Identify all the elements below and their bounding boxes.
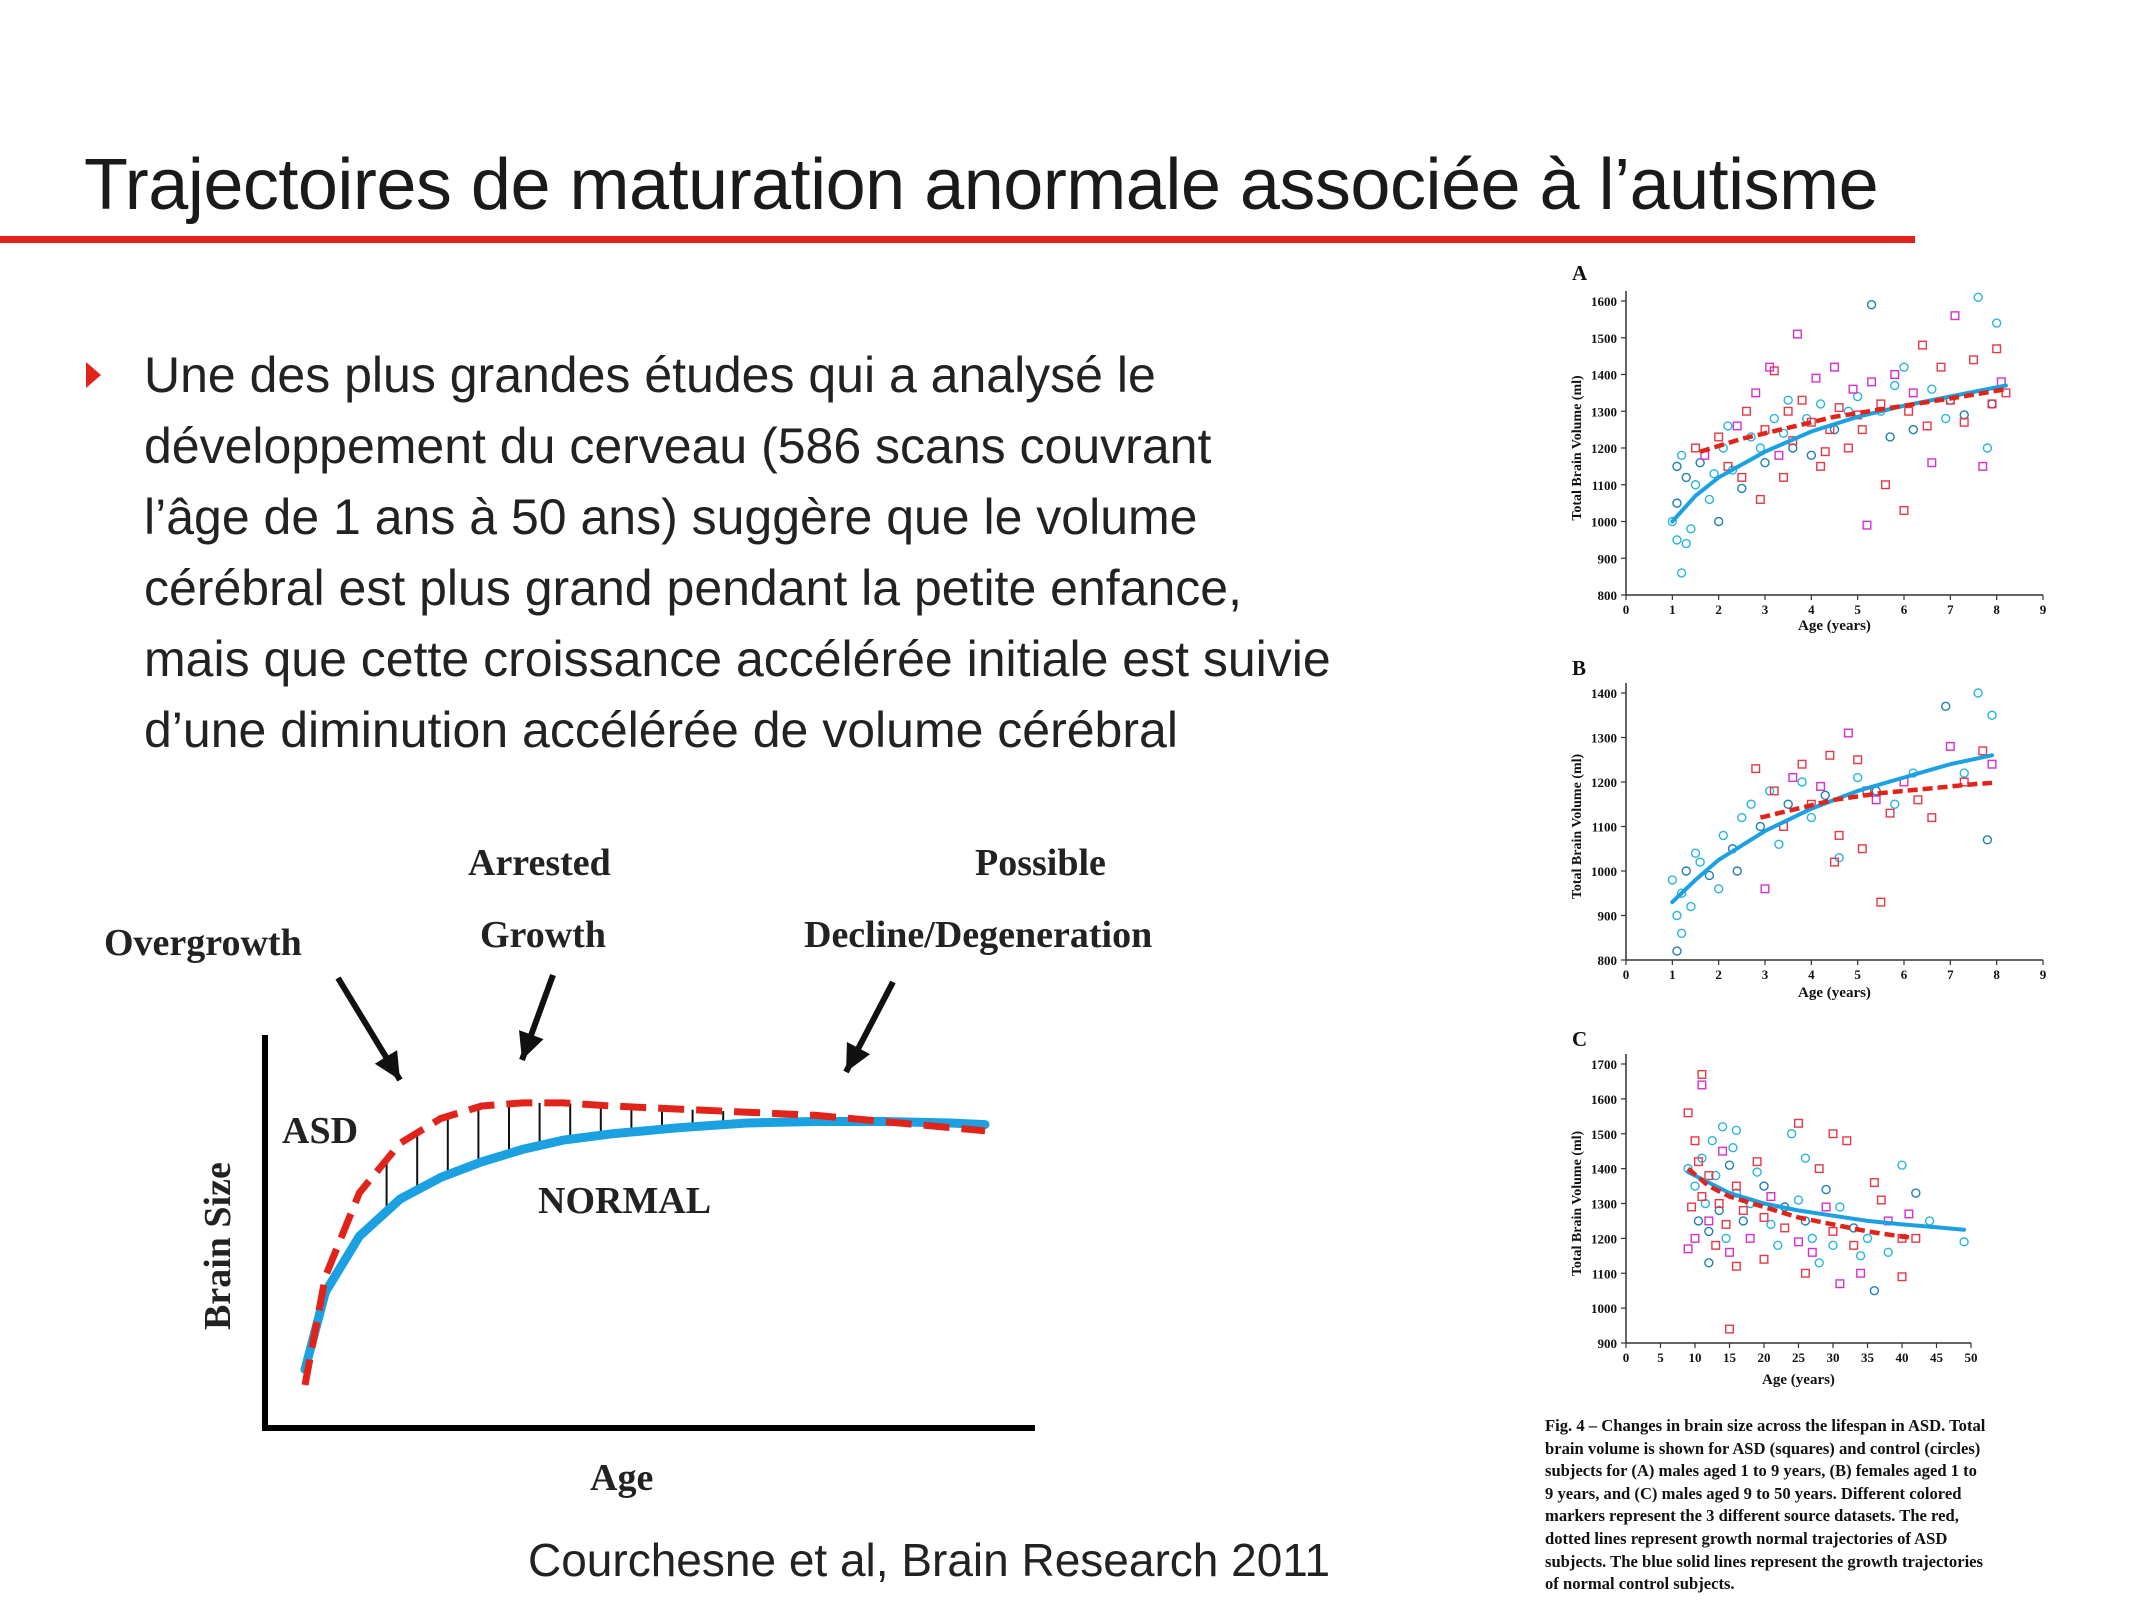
x-tick-label: 8 xyxy=(1993,602,2000,617)
control-point xyxy=(1821,791,1829,799)
control-point xyxy=(1960,411,1968,419)
control-point xyxy=(1868,301,1876,309)
control-point xyxy=(1774,1241,1782,1249)
caption-line: dotted lines represent growth normal trajectories of ASD xyxy=(1545,1528,1948,1548)
asd-point xyxy=(1733,1262,1741,1270)
control-point xyxy=(1691,1182,1699,1190)
asd-point xyxy=(1812,374,1820,382)
x-tick-label: 50 xyxy=(1964,1350,1978,1365)
asd-point xyxy=(1871,1179,1879,1187)
y-tick-label: 1700 xyxy=(1591,1057,1617,1072)
control-point xyxy=(1694,1217,1702,1225)
x-tick-label: 45 xyxy=(1930,1350,1943,1365)
asd-point xyxy=(1826,752,1834,760)
y-tick-label: 1600 xyxy=(1591,1091,1617,1107)
asd-point xyxy=(1831,363,1839,371)
x-tick-label: 10 xyxy=(1688,1350,1702,1365)
asd-point xyxy=(1691,1137,1699,1145)
x-tick-label: 7 xyxy=(1947,602,1954,617)
annotation-decline: Decline/Degeneration xyxy=(804,914,1153,956)
asd-point xyxy=(1928,459,1936,467)
control-point xyxy=(1909,426,1917,434)
asd-point xyxy=(1757,496,1765,504)
asd-point xyxy=(1829,1130,1837,1138)
panel-letter: A xyxy=(1572,261,1588,285)
control-point xyxy=(1942,415,1950,423)
control-point xyxy=(1857,1252,1865,1260)
asd-point xyxy=(1822,1203,1830,1211)
x-tick-label: 0 xyxy=(1622,1350,1630,1365)
asd-point xyxy=(1951,312,1959,320)
control-point xyxy=(1798,778,1806,786)
region-label-normal: NORMAL xyxy=(538,1180,712,1222)
control-point xyxy=(1738,814,1746,822)
control-point xyxy=(1983,836,1991,844)
x-tick-label: 5 xyxy=(1657,1350,1664,1365)
x-tick-label: 0 xyxy=(1622,602,1630,617)
control-point xyxy=(1724,422,1732,430)
asd-point xyxy=(1835,404,1843,412)
scatter-panel-c xyxy=(1570,1027,1978,1388)
x-tick-label: 25 xyxy=(1792,1350,1805,1365)
control-point xyxy=(1974,689,1982,697)
x-tick-label: 2 xyxy=(1715,602,1722,617)
x-tick-label: 0 xyxy=(1622,967,1630,982)
control-point xyxy=(1687,525,1695,533)
y-tick-label: 1200 xyxy=(1591,441,1617,456)
asd-point xyxy=(1877,898,1885,906)
y-axis-label: Brain Size xyxy=(197,1162,239,1330)
panel-letter: B xyxy=(1572,656,1587,680)
y-tick-label: 900 xyxy=(1597,1336,1617,1351)
x-tick-label: 4 xyxy=(1808,602,1815,617)
asd-point xyxy=(1746,1235,1754,1243)
asd-point xyxy=(1795,1119,1803,1127)
asd-point xyxy=(1829,1228,1837,1236)
control-point xyxy=(1719,831,1727,839)
asd-point xyxy=(1850,1242,1858,1250)
control-point xyxy=(1739,1217,1747,1225)
control-point xyxy=(1756,823,1764,831)
control-point xyxy=(1900,363,1908,371)
asd-point xyxy=(1781,1224,1789,1232)
control-point xyxy=(1705,1227,1713,1235)
asd-point xyxy=(1854,756,1862,764)
y-tick-label: 1200 xyxy=(1591,775,1617,790)
annotation-overgrowth: Overgrowth xyxy=(104,922,302,964)
control-point xyxy=(1682,540,1690,548)
control-point xyxy=(1829,1241,1837,1249)
control-point xyxy=(1864,1234,1872,1242)
asd-point xyxy=(1849,385,1857,393)
citation: Courchesne et al, Brain Research 2011 xyxy=(528,1534,1331,1586)
y-tick-label: 1300 xyxy=(1591,730,1617,746)
x-tick-label: 5 xyxy=(1854,967,1861,982)
y-tick-label: 1500 xyxy=(1591,1126,1617,1142)
asd-point xyxy=(1843,1137,1851,1145)
y-tick-label: 900 xyxy=(1597,908,1617,924)
figure-caption xyxy=(1545,1415,2075,1596)
asd-point xyxy=(1760,1214,1768,1222)
region-label-asd: ASD xyxy=(282,1110,359,1152)
asd-point xyxy=(1780,474,1788,482)
x-tick-label: 5 xyxy=(1854,602,1861,617)
y-tick-label: 900 xyxy=(1597,551,1617,567)
asd-point xyxy=(1988,760,1996,768)
x-axis-label: Age (years) xyxy=(1798,618,1871,634)
x-tick-label: 1 xyxy=(1669,602,1676,617)
control-point xyxy=(1722,1234,1730,1242)
control-point xyxy=(1687,903,1695,911)
control-point xyxy=(1870,1287,1878,1295)
control-fit-line xyxy=(1672,755,1992,902)
control-point xyxy=(1801,1154,1809,1162)
x-axis-label: Age (years) xyxy=(1762,1372,1835,1388)
asd-point xyxy=(1722,1221,1730,1229)
x-tick-label: 9 xyxy=(2039,602,2047,617)
control-point xyxy=(1912,1189,1920,1197)
x-tick-label: 3 xyxy=(1761,602,1769,617)
asd-point xyxy=(1726,1325,1734,1333)
control-point xyxy=(1988,400,1996,408)
bullet-line: d’une diminution accélérée de volume cérébral xyxy=(144,702,1178,758)
x-tick-label: 20 xyxy=(1757,1350,1771,1365)
control-point xyxy=(1789,444,1797,452)
control-point xyxy=(1729,1144,1737,1152)
asd-point xyxy=(1698,1071,1706,1079)
asd-point xyxy=(1900,507,1908,515)
y-tick-label: 1300 xyxy=(1591,404,1617,420)
y-tick-label: 1400 xyxy=(1591,1161,1617,1177)
control-point xyxy=(1926,1217,1934,1225)
control-point xyxy=(1775,840,1783,848)
control-point xyxy=(1682,867,1690,875)
asd-point xyxy=(1970,356,1978,364)
asd-point xyxy=(1831,858,1839,866)
y-axis-label: Total Brain Volume (ml) xyxy=(1570,375,1585,521)
y-tick-label: 1000 xyxy=(1591,864,1617,879)
asd-point xyxy=(1738,474,1746,482)
asd-point xyxy=(1836,1280,1844,1288)
x-tick-label: 6 xyxy=(1900,967,1908,982)
control-point xyxy=(1673,499,1681,507)
asd-point xyxy=(1863,521,1871,529)
control-point xyxy=(1836,1203,1844,1211)
asd-point xyxy=(1698,1081,1706,1089)
control-point xyxy=(1673,536,1681,544)
asd-point xyxy=(1859,426,1867,434)
asd-point xyxy=(1684,1245,1692,1253)
y-axis-label: Total Brain Volume (ml) xyxy=(1570,1130,1585,1277)
control-point xyxy=(1705,1259,1713,1267)
control-point xyxy=(1760,1182,1768,1190)
asd-point xyxy=(1817,783,1825,791)
control-point xyxy=(1705,495,1713,503)
asd-point xyxy=(1912,1235,1920,1243)
control-point xyxy=(1692,481,1700,489)
y-tick-label: 1600 xyxy=(1591,294,1617,309)
bullet-line: l’âge de 1 ans à 50 ans) suggère que le volume xyxy=(144,489,1198,545)
control-point xyxy=(1732,1126,1740,1134)
asd-point xyxy=(1752,389,1760,397)
x-axis-label: Age (years) xyxy=(1798,985,1871,1001)
asd-point xyxy=(1882,481,1890,489)
control-point xyxy=(1673,912,1681,920)
y-axis-label: Total Brain Volume (ml) xyxy=(1570,753,1585,900)
asd-point xyxy=(1726,1249,1734,1257)
control-point xyxy=(1696,858,1704,866)
caption-line: markers represent the 3 different source datasets. The red, xyxy=(1545,1506,1959,1526)
asd-point xyxy=(1923,422,1931,430)
asd-point xyxy=(1886,809,1894,817)
asd-point xyxy=(1761,885,1769,893)
asd-point xyxy=(1979,747,1987,755)
control-point xyxy=(1960,769,1968,777)
control-point xyxy=(1692,849,1700,857)
control-point xyxy=(1854,393,1862,401)
asd-fit-line xyxy=(1760,783,1992,818)
x-tick-label: 40 xyxy=(1895,1350,1909,1365)
control-point xyxy=(1719,1123,1727,1131)
asd-point xyxy=(1743,407,1751,415)
control-point xyxy=(1974,293,1982,301)
x-tick-label: 3 xyxy=(1761,967,1769,982)
control-point xyxy=(1884,1248,1892,1256)
control-point xyxy=(1673,462,1681,470)
asd-point xyxy=(1753,1158,1761,1166)
asd-point xyxy=(1845,729,1853,737)
control-point xyxy=(1988,711,1996,719)
caption-line: brain volume is shown for ASD (squares) and control (circles) xyxy=(1545,1438,1981,1458)
x-tick-label: 1 xyxy=(1669,967,1676,982)
x-tick-label: 8 xyxy=(1993,967,2000,982)
control-point xyxy=(1668,876,1676,884)
asd-point xyxy=(1705,1217,1713,1225)
control-point xyxy=(1817,400,1825,408)
y-tick-label: 800 xyxy=(1597,588,1617,603)
asd-point xyxy=(1794,330,1802,338)
control-point xyxy=(1784,800,1792,808)
y-tick-label: 800 xyxy=(1597,953,1617,968)
asd-point xyxy=(1909,389,1917,397)
asd-point xyxy=(1815,1165,1823,1173)
control-fit-line xyxy=(1672,386,2006,522)
panel-letter: C xyxy=(1572,1027,1588,1051)
bullet-line: cérébral est plus grand pendant la petite enfance, xyxy=(144,560,1242,616)
control-point xyxy=(1682,473,1690,481)
asd-point xyxy=(1760,1256,1768,1264)
asd-point xyxy=(1798,396,1806,404)
scatter-panel-a xyxy=(1570,261,2047,634)
x-tick-label: 6 xyxy=(1900,602,1908,617)
control-point xyxy=(1673,947,1681,955)
asd-point xyxy=(1692,444,1700,452)
asd-point xyxy=(1802,1269,1810,1277)
asd-point xyxy=(1784,407,1792,415)
control-point xyxy=(1983,444,1991,452)
asd-point xyxy=(1891,371,1899,379)
control-point xyxy=(1678,569,1686,577)
x-tick-label: 7 xyxy=(1947,967,1954,982)
asd-point xyxy=(1715,433,1723,441)
control-point xyxy=(1678,929,1686,937)
asd-point xyxy=(1821,448,1829,456)
bullet-line: développement du cerveau (586 scans couvrant xyxy=(144,418,1212,474)
asd-point xyxy=(1740,1207,1748,1215)
asd-point xyxy=(1795,1238,1803,1246)
y-tick-label: 1100 xyxy=(1591,819,1617,835)
bullet-line: Une des plus grandes études qui a analysé le xyxy=(144,347,1156,403)
y-tick-label: 1400 xyxy=(1591,686,1617,701)
asd-point xyxy=(1872,796,1880,804)
control-point xyxy=(1960,1238,1968,1246)
y-tick-label: 1100 xyxy=(1591,1266,1617,1282)
control-point xyxy=(1708,1137,1716,1145)
asd-point xyxy=(1905,407,1913,415)
asd-point xyxy=(1684,1109,1692,1117)
x-tick-label: 4 xyxy=(1808,967,1815,982)
y-tick-label: 1100 xyxy=(1591,477,1617,493)
asd-point xyxy=(1979,463,1987,471)
control-point xyxy=(1747,800,1755,808)
asd-point xyxy=(1947,743,1955,751)
x-axis-label: Age xyxy=(590,1457,654,1499)
control-point xyxy=(1807,451,1815,459)
y-tick-label: 1300 xyxy=(1591,1196,1617,1212)
asd-point xyxy=(1691,1235,1699,1243)
y-tick-label: 1000 xyxy=(1591,1301,1617,1317)
asd-point xyxy=(1857,1269,1865,1277)
control-point xyxy=(1891,800,1899,808)
asd-point xyxy=(1719,1147,1727,1155)
asd-point xyxy=(1905,1210,1913,1218)
control-point xyxy=(1795,1196,1803,1204)
x-tick-label: 2 xyxy=(1715,967,1722,982)
control-point xyxy=(1898,1161,1906,1169)
x-tick-label: 15 xyxy=(1723,1350,1736,1365)
asd-point xyxy=(1809,1249,1817,1257)
control-point xyxy=(1891,382,1899,390)
control-point xyxy=(1753,1168,1761,1176)
x-tick-label: 35 xyxy=(1861,1350,1874,1365)
control-point xyxy=(1886,433,1894,441)
annotation-growth: Growth xyxy=(480,914,606,956)
asd-point xyxy=(1919,341,1927,349)
control-point xyxy=(1761,459,1769,467)
control-point xyxy=(1715,518,1723,526)
asd-point xyxy=(1688,1203,1696,1211)
scatter-panel-b xyxy=(1570,656,2047,1001)
caption-line: Fig. 4 – Changes in brain size across the lifespan in ASD. Total xyxy=(1545,1416,1986,1435)
control-point xyxy=(1807,814,1815,822)
caption-line: of normal control subjects. xyxy=(1545,1574,1735,1594)
asd-point xyxy=(1993,345,2001,353)
control-point xyxy=(1993,319,2001,327)
control-point xyxy=(1726,1161,1734,1169)
y-tick-label: 1500 xyxy=(1591,330,1617,346)
control-point xyxy=(1715,885,1723,893)
asd-point xyxy=(1733,422,1741,430)
control-point xyxy=(1678,451,1686,459)
control-point xyxy=(1854,774,1862,782)
control-point xyxy=(1784,396,1792,404)
y-tick-label: 1200 xyxy=(1591,1231,1617,1247)
control-point xyxy=(1928,385,1936,393)
slide-title: Trajectoires de maturation anormale associée à l’autisme xyxy=(84,145,1879,225)
asd-point xyxy=(1789,774,1797,782)
caption-line: subjects for (A) males aged 1 to 9 years, (B) females aged 1 to xyxy=(1545,1461,1977,1481)
asd-point xyxy=(1898,1273,1906,1281)
control-point xyxy=(1766,787,1774,795)
y-tick-label: 1000 xyxy=(1591,514,1617,530)
control-point xyxy=(1770,415,1778,423)
asd-point xyxy=(1868,378,1876,386)
control-point xyxy=(1696,459,1704,467)
asd-point xyxy=(1928,814,1936,822)
asd-point xyxy=(1835,832,1843,840)
asd-point xyxy=(1817,463,1825,471)
asd-point xyxy=(1752,765,1760,773)
asd-point xyxy=(1859,845,1867,853)
asd-point xyxy=(1845,444,1853,452)
x-tick-label: 9 xyxy=(2039,967,2047,982)
control-point xyxy=(1788,1130,1796,1138)
asd-point xyxy=(1767,1193,1775,1201)
control-point xyxy=(1738,484,1746,492)
caption-line: 9 years, and (C) males aged 9 to 50 years. Different colored xyxy=(1545,1483,1962,1503)
bullet-line: mais que cette croissance accélérée initiale est suivie xyxy=(144,631,1331,687)
control-point xyxy=(1733,867,1741,875)
asd-point xyxy=(1937,363,1945,371)
annotation-possible: Possible xyxy=(975,842,1106,884)
asd-point xyxy=(1775,452,1783,460)
asd-point xyxy=(1712,1242,1720,1250)
caption-line: subjects. The blue solid lines represent the growth trajectories xyxy=(1545,1551,1984,1571)
control-point xyxy=(1815,1259,1823,1267)
control-point xyxy=(1942,702,1950,710)
annotation-arrested: Arrested xyxy=(468,842,611,884)
asd-point xyxy=(1798,760,1806,768)
y-tick-label: 1400 xyxy=(1591,367,1617,383)
x-tick-label: 30 xyxy=(1826,1350,1840,1365)
asd-point xyxy=(1878,1196,1886,1204)
asd-point xyxy=(1914,796,1922,804)
control-point xyxy=(1822,1186,1830,1194)
control-point xyxy=(1808,1234,1816,1242)
